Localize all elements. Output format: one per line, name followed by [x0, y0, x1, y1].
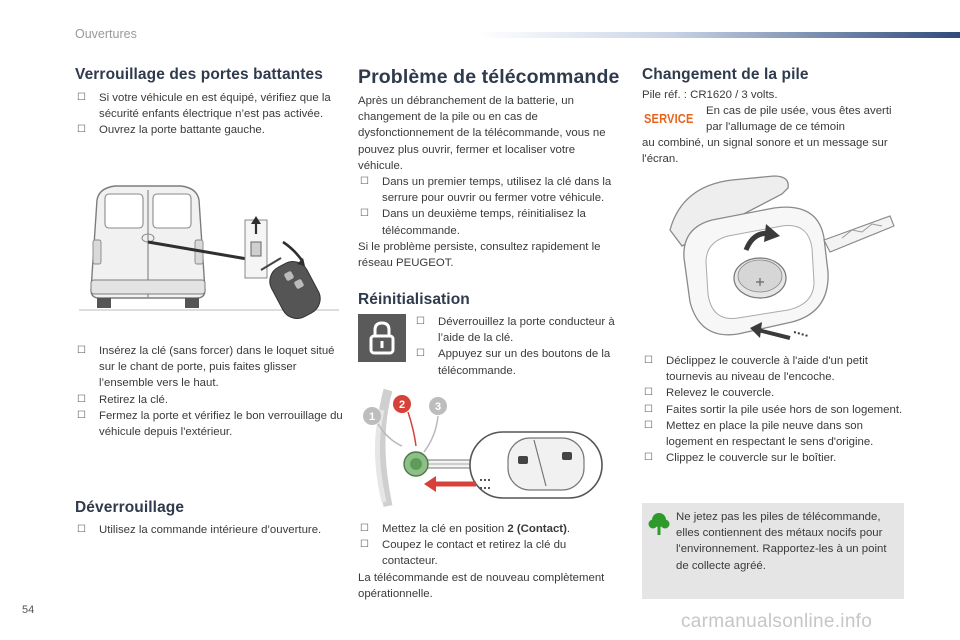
- warning-paragraph-start: En cas de pile usée, vous êtes averti par l'allumage de ce témoin: [706, 105, 892, 134]
- checkbox-bullet-icon: ☐: [416, 316, 425, 327]
- checkbox-bullet-icon: ☐: [77, 409, 86, 421]
- battery-reference: Pile réf. : CR1620 / 3 volts.: [642, 89, 778, 101]
- list-item: ☐ Appuyez sur un des boutons de la télécommande.: [416, 348, 611, 377]
- list-item: ☐ Insérez la clé (sans forcer) dans le loquet situé sur le chant de porte, puis faites glisser l’ensemble vers le haut.: [77, 345, 335, 390]
- unlock-bullet-list: [75, 522, 343, 538]
- checkbox-bullet-icon: ☐: [416, 348, 425, 360]
- list-item: ☐ Ouvrez la porte battante gauche.: [75, 122, 343, 138]
- heading-remote-problem: Problème de télécommande: [358, 66, 620, 88]
- step-2-label: 2: [398, 399, 406, 411]
- persist-paragraph: Si le problème persiste, consultez rapidement le réseau PEUGEOT.: [358, 240, 601, 270]
- page-number: 54: [22, 604, 35, 616]
- list-item: ☐ Dans un premier temps, utilisez la clé dans la serrure pour ouvrir ou fermer votre véhicule.: [360, 176, 612, 205]
- checkbox-bullet-icon: ☐: [644, 355, 653, 366]
- checkbox-bullet-icon: ☐: [644, 419, 653, 431]
- checkbox-bullet-icon: ☐: [360, 539, 369, 551]
- checkbox-bullet-icon: ☐: [644, 387, 653, 399]
- eco-tree-icon: [648, 511, 670, 537]
- list-item: ☐ Clippez le couvercle sur le boîtier.: [642, 450, 904, 466]
- heading-battery-change: Changement de la pile: [642, 66, 809, 83]
- insert-key-bullet-list: [75, 343, 343, 440]
- checkbox-bullet-icon: ☐: [644, 452, 653, 464]
- checkbox-bullet-icon: ☐: [360, 208, 369, 220]
- step-1-label: 1: [368, 411, 376, 423]
- checkbox-bullet-icon: ☐: [77, 524, 86, 535]
- list-item: ☐ Relevez le couvercle.: [642, 385, 904, 401]
- outro-paragraph: La télécommande est de nouveau complètement opérationnelle.: [358, 571, 605, 600]
- remote-problem-body: [358, 93, 620, 271]
- list-item: ☐ Faites sortir la pile usée hors de son logement.: [642, 402, 904, 418]
- service-warning-icon: SERVICE: [644, 111, 694, 126]
- list-item: ☐ Fermez la porte et vérifiez le bon verrouillage du véhicule depuis l'extérieur.: [77, 409, 343, 439]
- battery-change-bullet-list: [642, 353, 904, 466]
- unlock-door-icon: [358, 314, 406, 362]
- checkbox-bullet-icon: ☐: [77, 393, 86, 405]
- warning-paragraph-end: au combiné, un signal sonore et un message sur l'écran.: [642, 137, 888, 166]
- section-title: Ouvertures: [75, 27, 137, 41]
- intro-paragraph: Après un débranchement de la batterie, un changement de la pile ou en cas de dysfonctionnement de la télécommande, vous ne pouvez plus ouvrir, fermer et localiser votre véhicule.: [358, 95, 606, 172]
- list-item: ☐ Si votre véhicule en est équipé, vérifiez que la sécurité enfants électrique n’est pas activée.: [77, 92, 331, 121]
- ignition-key-illustration: [358, 380, 622, 510]
- list-item: ☐ Déclippez le couvercle à l'aide d'un petit tournevis au niveau de l'encoche.: [644, 355, 868, 384]
- checkbox-bullet-icon: ☐: [360, 176, 369, 188]
- environment-note: [642, 503, 904, 599]
- checkbox-bullet-icon: ☐: [77, 92, 86, 103]
- list-item: ☐ Mettez la clé en position 2 (Contact).: [358, 521, 622, 537]
- list-item: ☐ Dans un deuxième temps, réinitialisez la télécommande.: [360, 208, 586, 237]
- lock-bullet-list: [75, 90, 343, 139]
- header-bar: [478, 32, 960, 38]
- heading-reinitialisation: Réinitialisation: [358, 291, 470, 308]
- contact-instructions: [358, 521, 622, 602]
- checkbox-bullet-icon: ☐: [360, 523, 369, 534]
- van-rear-key-illustration: [75, 180, 343, 320]
- contact-position-emphasis: 2 (Contact): [507, 523, 567, 535]
- list-item: ☐ Mettez en place la pile neuve dans son logement en respectant le sens d'origine.: [644, 419, 874, 449]
- checkbox-bullet-icon: ☐: [77, 124, 86, 136]
- reinit-bullet-list: [414, 314, 622, 379]
- checkbox-bullet-icon: ☐: [644, 403, 653, 415]
- list-item: ☐ Utilisez la commande intérieure d’ouverture.: [75, 522, 343, 538]
- heading-lock-swing-doors: Verrouillage des portes battantes: [75, 66, 323, 83]
- environment-note-text: Ne jetez pas les piles de télécommande, elles contiennent des métaux nocifs pour l'environnement. Rapportez-les à un point de collecte agréé.: [676, 511, 887, 572]
- list-item: ☐ Coupez le contact et retirez la clé du contacteur.: [360, 539, 567, 568]
- step-3-label: 3: [434, 401, 442, 413]
- key-battery-illustration: [642, 172, 904, 342]
- heading-unlock: Déverrouillage: [75, 499, 185, 516]
- watermark: carmanualsonline.info: [681, 611, 873, 632]
- list-item: ☐ Déverrouillez la porte conducteur à l’aide de la clé.: [416, 316, 615, 345]
- checkbox-bullet-icon: ☐: [77, 345, 86, 356]
- list-item: ☐ Retirez la clé.: [75, 392, 343, 408]
